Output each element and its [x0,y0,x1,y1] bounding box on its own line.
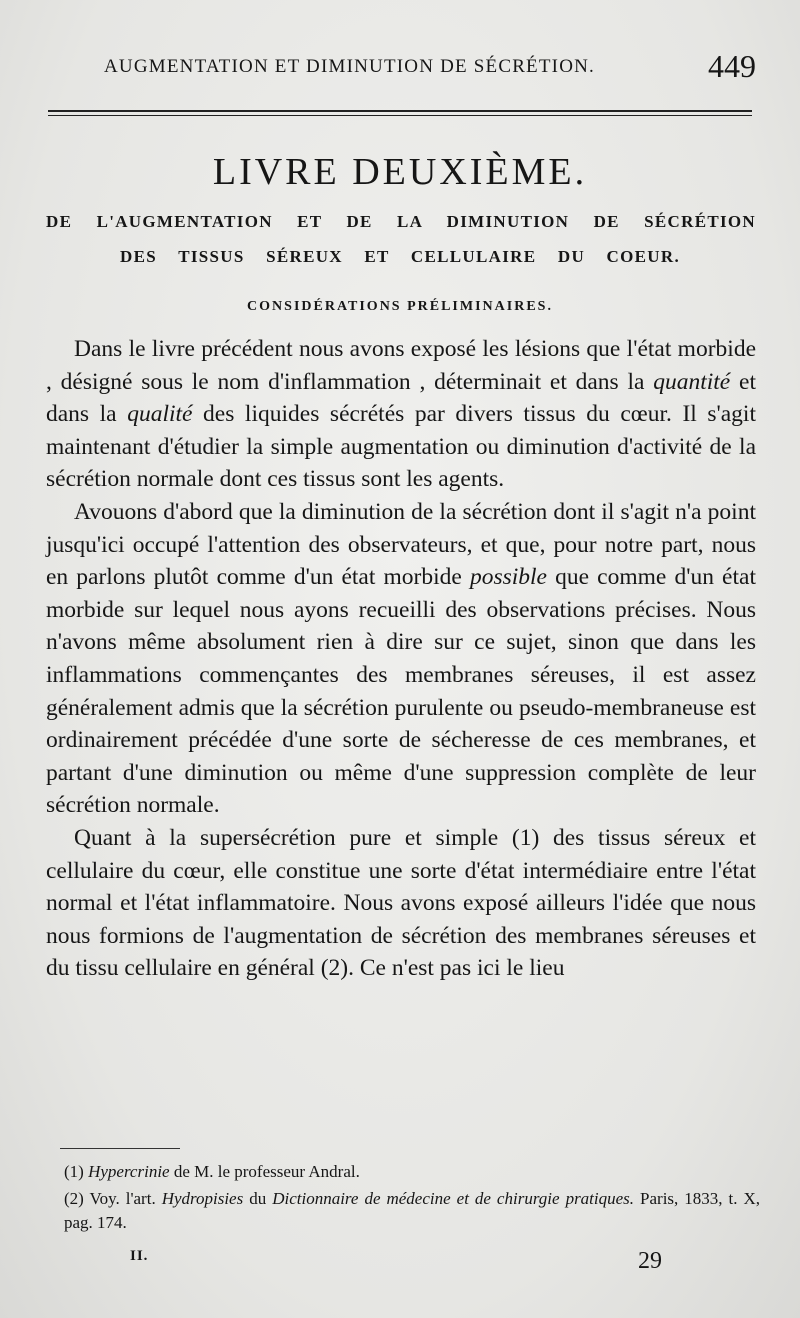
text-run: et dans la [46,368,756,428]
running-head [48,48,756,88]
text-run: des liquides sécrétés par divers tissus du cœur. Il s'agit maintenant d'étudier la simple augmentation ou diminution d'activité de la sécrétion normale dont ces tissus sont les agents. [46,401,756,493]
footnote [48,1160,760,1185]
book-title: LIVRE DEUXIÈME. [212,151,588,193]
paragraph [46,333,756,496]
paragraph [46,496,756,822]
text-run: (2) Voy. l'art. [64,1188,162,1208]
page-number: 449 [708,48,756,84]
text-run: de M. le professeur Andral. [169,1162,360,1181]
subtitle-line-1: DE L'AUGMENTATION ET DE LA DIMINUTION DE SÉCRÉTION [46,212,756,231]
text-run: Avouons d'abord que la diminution de la sécrétion dont il s'agit n'a point jusqu'ici occupé l'attention des observateurs, et que, pour notre part, nous en parlons plutôt comme d'un état morbide [46,498,756,591]
running-title: AUGMENTATION ET DIMINUTION DE SÉCRÉTION. [104,56,595,77]
section-heading: CONSIDÉRATIONS PRÉLIMINAIRES. [247,299,553,314]
body-text [46,333,756,985]
paragraph [46,822,756,985]
italic-text: possible [469,564,547,591]
text-run: Dans le livre précédent nous avons exposé les lésions que l'état morbide , désigné sous le nom d'inflammation , déterminait et dans la [46,336,756,395]
italic-text: qualité [127,401,193,428]
italic-text: Hydropisies [161,1188,244,1208]
subtitle-line-2: DES TISSUS SÉREUX ET CELLULAIRE DU COEUR. [120,247,680,266]
text-run: que comme d'un état morbide sur lequel nous ayons recueilli des observations précises. Nous n'avons même absolument rien à dire sur ce sujet, sinon que dans les inflammations commençantes des membranes séreuses, il est assez généralement admis que la sécrétion purulente ou pseudo-membraneuse est ordinairement précédée d'une sorte de sécheresse de ces membranes, et partant d'une diminution ou même d'une suppression complète de leur sécrétion normale. [46,564,756,819]
italic-text: Dictionnaire de médecine et de chirurgie pratiques. [272,1188,635,1208]
footnotes [48,1160,760,1238]
text-run: Quant à la supersécrétion pure et simple (1) des tissus séreux et cellulaire du cœur, elle constitue une sorte d'état intermédiaire entre l'état normal et l'état inflammatoire. Nous avons exposé ailleurs l'idée que nous nous formions de l'augmentation de sécrétion des membranes séreuses et du tissu cellulaire en général (2). Ce n'est pas ici le lieu [46,824,756,982]
text-run: (1) [64,1162,89,1181]
footnote [48,1187,760,1236]
text-run: Paris, 1833, t. X, pag. 174. [64,1188,761,1232]
italic-text: quantité [653,368,731,395]
signature-mark: II. [130,1248,149,1264]
italic-text: Hypercrinie [88,1162,170,1181]
footnote-rule [60,1148,180,1149]
header-rule [48,110,752,116]
sheet-number: 29 [638,1248,662,1274]
text-run: du [243,1188,273,1208]
